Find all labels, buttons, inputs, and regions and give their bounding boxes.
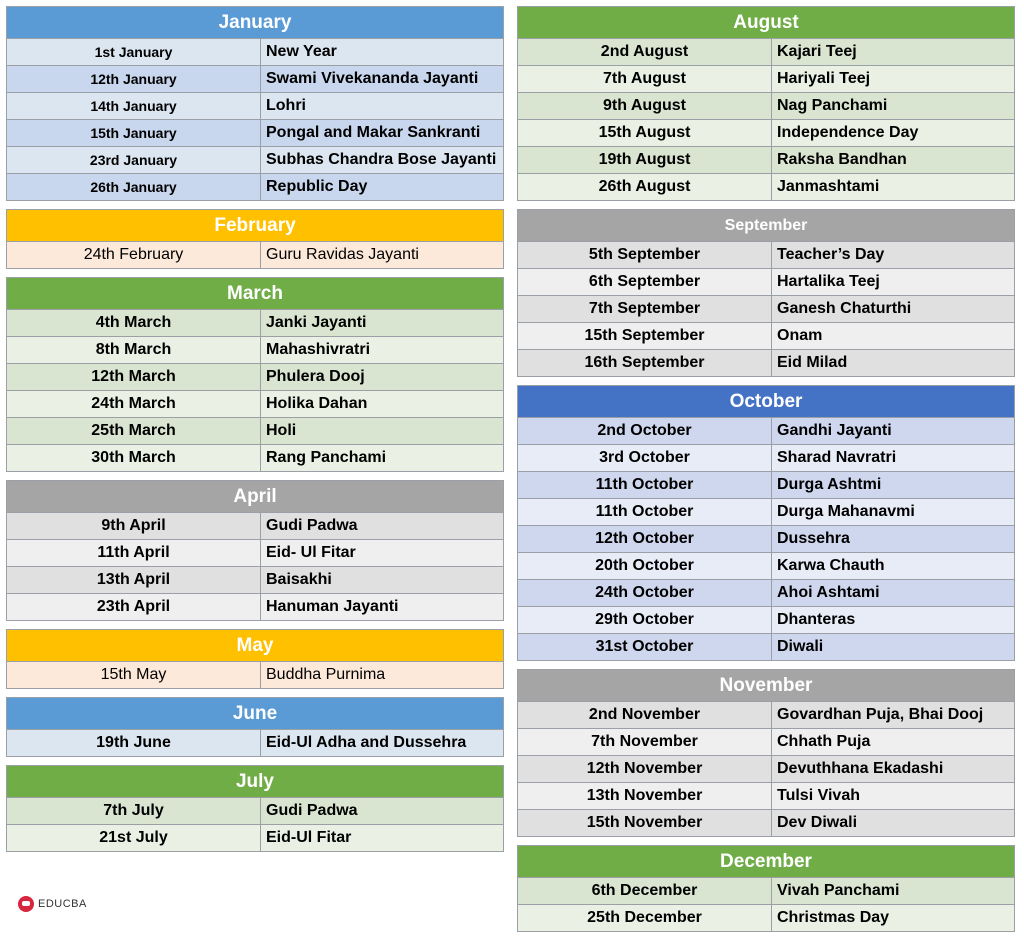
holiday-date: 25th March xyxy=(7,418,261,444)
holiday-date: 11th October xyxy=(518,472,772,498)
holiday-date: 11th April xyxy=(7,540,261,566)
holiday-date: 7th September xyxy=(518,296,772,322)
holiday-name: Hariyali Teej xyxy=(777,70,871,87)
holiday-name: Dussehra xyxy=(777,530,850,547)
holiday-name: Dhanteras xyxy=(777,611,856,628)
holiday-date: 26th January xyxy=(7,174,261,200)
holiday-row xyxy=(7,445,503,471)
holiday-name: Ganesh Chaturthi xyxy=(777,300,912,317)
month-december xyxy=(517,845,1015,932)
holiday-date: 29th October xyxy=(518,607,772,633)
month-february xyxy=(6,209,504,269)
holiday-row xyxy=(7,310,503,337)
month-header-january: January xyxy=(7,7,503,39)
holiday-date: 24th October xyxy=(518,580,772,606)
holiday-name: Gudi Padwa xyxy=(266,802,358,819)
holiday-date: 24th February xyxy=(7,242,261,268)
educba-logo-icon xyxy=(18,896,34,912)
holiday-date: 23rd January xyxy=(7,147,261,173)
holiday-row xyxy=(518,810,1014,836)
holiday-date: 7th August xyxy=(518,66,772,92)
holiday-name: Kajari Teej xyxy=(777,43,857,60)
holiday-row xyxy=(518,147,1014,174)
month-rows-august xyxy=(518,39,1014,200)
month-rows-march xyxy=(7,310,503,471)
month-header-august: August xyxy=(518,7,1014,39)
holiday-date: 30th March xyxy=(7,445,261,471)
month-march xyxy=(6,277,504,472)
month-july xyxy=(6,765,504,852)
holiday-name: Tulsi Vivah xyxy=(777,787,860,804)
holiday-row xyxy=(518,296,1014,323)
holiday-row xyxy=(518,93,1014,120)
month-rows-february xyxy=(7,242,503,268)
holiday-row xyxy=(518,756,1014,783)
holiday-row xyxy=(7,364,503,391)
left-column xyxy=(6,6,504,860)
logo-text: EDUCBA xyxy=(38,898,87,910)
holiday-row xyxy=(518,269,1014,296)
holiday-row xyxy=(518,39,1014,66)
month-header-december: December xyxy=(518,846,1014,878)
holiday-name: Raksha Bandhan xyxy=(777,151,907,168)
holiday-row xyxy=(518,242,1014,269)
holiday-date: 15th November xyxy=(518,810,772,836)
holiday-date: 25th December xyxy=(518,905,772,931)
holiday-name: Mahashivratri xyxy=(266,341,371,358)
holiday-row xyxy=(518,174,1014,200)
holiday-row xyxy=(7,730,503,756)
holiday-date: 19th June xyxy=(7,730,261,756)
holiday-date: 15th January xyxy=(7,120,261,146)
holiday-row xyxy=(518,323,1014,350)
holiday-row xyxy=(7,825,503,851)
holiday-name: Teacher’s Day xyxy=(777,246,885,263)
holiday-row xyxy=(7,418,503,445)
holiday-row xyxy=(518,783,1014,810)
holiday-name: Eid-Ul Fitar xyxy=(266,829,352,846)
month-header-april: April xyxy=(7,481,503,513)
month-header-october: October xyxy=(518,386,1014,418)
month-april xyxy=(6,480,504,621)
month-rows-november xyxy=(518,702,1014,836)
holiday-name: Gandhi Jayanti xyxy=(777,422,892,439)
holiday-date: 9th April xyxy=(7,513,261,539)
holiday-name: Gudi Padwa xyxy=(266,517,358,534)
holiday-name: Subhas Chandra Bose Jayanti xyxy=(266,151,497,168)
holiday-date: 11th October xyxy=(518,499,772,525)
holiday-name: Phulera Dooj xyxy=(266,368,365,385)
holiday-name: Christmas Day xyxy=(777,909,890,926)
holiday-date: 5th September xyxy=(518,242,772,268)
holiday-name: Janki Jayanti xyxy=(266,314,367,331)
holiday-date: 21st July xyxy=(7,825,261,851)
holiday-row xyxy=(518,607,1014,634)
holiday-name: New Year xyxy=(266,43,337,60)
holiday-date: 6th December xyxy=(518,878,772,904)
holiday-date: 12th January xyxy=(7,66,261,92)
holiday-date: 31st October xyxy=(518,634,772,660)
holiday-name: Hanuman Jayanti xyxy=(266,598,399,615)
holiday-name: Karwa Chauth xyxy=(777,557,885,574)
holiday-row xyxy=(7,93,503,120)
holiday-row xyxy=(518,553,1014,580)
holiday-date: 13th November xyxy=(518,783,772,809)
holiday-row xyxy=(7,120,503,147)
holiday-row xyxy=(518,66,1014,93)
month-rows-october xyxy=(518,418,1014,660)
holiday-date: 6th September xyxy=(518,269,772,295)
holiday-name: Devuthhana Ekadashi xyxy=(777,760,944,777)
holiday-row xyxy=(518,499,1014,526)
holiday-name: Sharad Navratri xyxy=(777,449,897,466)
month-october xyxy=(517,385,1015,661)
month-rows-january xyxy=(7,39,503,200)
holiday-name: Ahoi Ashtami xyxy=(777,584,880,601)
month-header-july: July xyxy=(7,766,503,798)
month-january xyxy=(6,6,504,201)
holiday-row xyxy=(7,174,503,200)
holiday-date: 9th August xyxy=(518,93,772,119)
holiday-name: Eid-Ul Adha and Dussehra xyxy=(266,734,467,751)
holiday-row xyxy=(7,337,503,364)
holiday-date: 26th August xyxy=(518,174,772,200)
holiday-date: 15th August xyxy=(518,120,772,146)
holiday-row xyxy=(7,391,503,418)
holiday-name: Eid Milad xyxy=(777,354,848,371)
holiday-name: Republic Day xyxy=(266,178,368,195)
holiday-date: 13th April xyxy=(7,567,261,593)
month-september xyxy=(517,209,1015,377)
holiday-name: Dev Diwali xyxy=(777,814,858,831)
holiday-row xyxy=(7,242,503,268)
holiday-row xyxy=(7,513,503,540)
holiday-name: Buddha Purnima xyxy=(266,666,386,683)
holiday-name: Guru Ravidas Jayanti xyxy=(266,246,419,263)
month-header-june: June xyxy=(7,698,503,730)
holiday-date: 15th September xyxy=(518,323,772,349)
holiday-row xyxy=(518,580,1014,607)
holiday-date: 7th November xyxy=(518,729,772,755)
holiday-name: Onam xyxy=(777,327,823,344)
month-header-march: March xyxy=(7,278,503,310)
holiday-name: Hartalika Teej xyxy=(777,273,880,290)
holiday-row xyxy=(518,418,1014,445)
holiday-date: 24th March xyxy=(7,391,261,417)
holiday-name: Holi xyxy=(266,422,297,439)
holiday-date: 12th October xyxy=(518,526,772,552)
holiday-row xyxy=(518,729,1014,756)
holiday-name: Durga Ashtmi xyxy=(777,476,882,493)
holiday-row xyxy=(518,445,1014,472)
holiday-name: Independence Day xyxy=(777,124,919,141)
holiday-name: Janmashtami xyxy=(777,178,880,195)
holiday-row xyxy=(7,147,503,174)
holiday-date: 12th November xyxy=(518,756,772,782)
holiday-name: Govardhan Puja, Bhai Dooj xyxy=(777,706,984,723)
month-rows-july xyxy=(7,798,503,851)
month-rows-april xyxy=(7,513,503,620)
holiday-name: Rang Panchami xyxy=(266,449,387,466)
holiday-date: 12th March xyxy=(7,364,261,390)
holiday-date: 15th May xyxy=(7,662,261,688)
holiday-row xyxy=(7,540,503,567)
holiday-name: Baisakhi xyxy=(266,571,332,588)
holiday-row xyxy=(518,472,1014,499)
month-august xyxy=(517,6,1015,201)
holiday-row xyxy=(518,878,1014,905)
holiday-date: 20th October xyxy=(518,553,772,579)
educba-logo xyxy=(18,896,87,912)
holiday-row xyxy=(7,567,503,594)
month-header-may: May xyxy=(7,630,503,662)
holiday-name: Swami Vivekananda Jayanti xyxy=(266,70,479,87)
holiday-date: 1st January xyxy=(7,39,261,65)
holiday-date: 2nd October xyxy=(518,418,772,444)
holiday-row xyxy=(518,702,1014,729)
holiday-row xyxy=(7,594,503,620)
holiday-date: 3rd October xyxy=(518,445,772,471)
holiday-name: Eid- Ul Fitar xyxy=(266,544,356,561)
month-rows-december xyxy=(518,878,1014,931)
month-may xyxy=(6,629,504,689)
holiday-date: 2nd August xyxy=(518,39,772,65)
holiday-name: Pongal and Makar Sankranti xyxy=(266,124,481,141)
holiday-row xyxy=(518,634,1014,660)
holiday-row xyxy=(7,66,503,93)
month-header-february: February xyxy=(7,210,503,242)
holiday-name: Chhath Puja xyxy=(777,733,871,750)
month-rows-may xyxy=(7,662,503,688)
holiday-name: Vivah Panchami xyxy=(777,882,900,899)
holiday-name: Holika Dahan xyxy=(266,395,368,412)
holiday-date: 14th January xyxy=(7,93,261,119)
holiday-date: 7th July xyxy=(7,798,261,824)
holiday-date: 2nd November xyxy=(518,702,772,728)
month-header-november: November xyxy=(518,670,1014,702)
holiday-name: Lohri xyxy=(266,97,306,114)
month-rows-june xyxy=(7,730,503,756)
holiday-date: 16th September xyxy=(518,350,772,376)
holiday-date: 8th March xyxy=(7,337,261,363)
month-november xyxy=(517,669,1015,837)
holiday-name: Durga Mahanavmi xyxy=(777,503,915,520)
month-june xyxy=(6,697,504,757)
holiday-row xyxy=(518,905,1014,931)
holiday-row xyxy=(518,120,1014,147)
holiday-date: 23th April xyxy=(7,594,261,620)
holiday-name: Nag Panchami xyxy=(777,97,888,114)
holiday-name: Diwali xyxy=(777,638,824,655)
right-column xyxy=(517,6,1015,940)
holiday-date: 19th August xyxy=(518,147,772,173)
month-header-september: September xyxy=(518,210,1014,242)
holiday-row xyxy=(518,350,1014,376)
holiday-row xyxy=(518,526,1014,553)
month-rows-september xyxy=(518,242,1014,376)
holiday-date: 4th March xyxy=(7,310,261,336)
holiday-row xyxy=(7,39,503,66)
holiday-row xyxy=(7,662,503,688)
holiday-row xyxy=(7,798,503,825)
